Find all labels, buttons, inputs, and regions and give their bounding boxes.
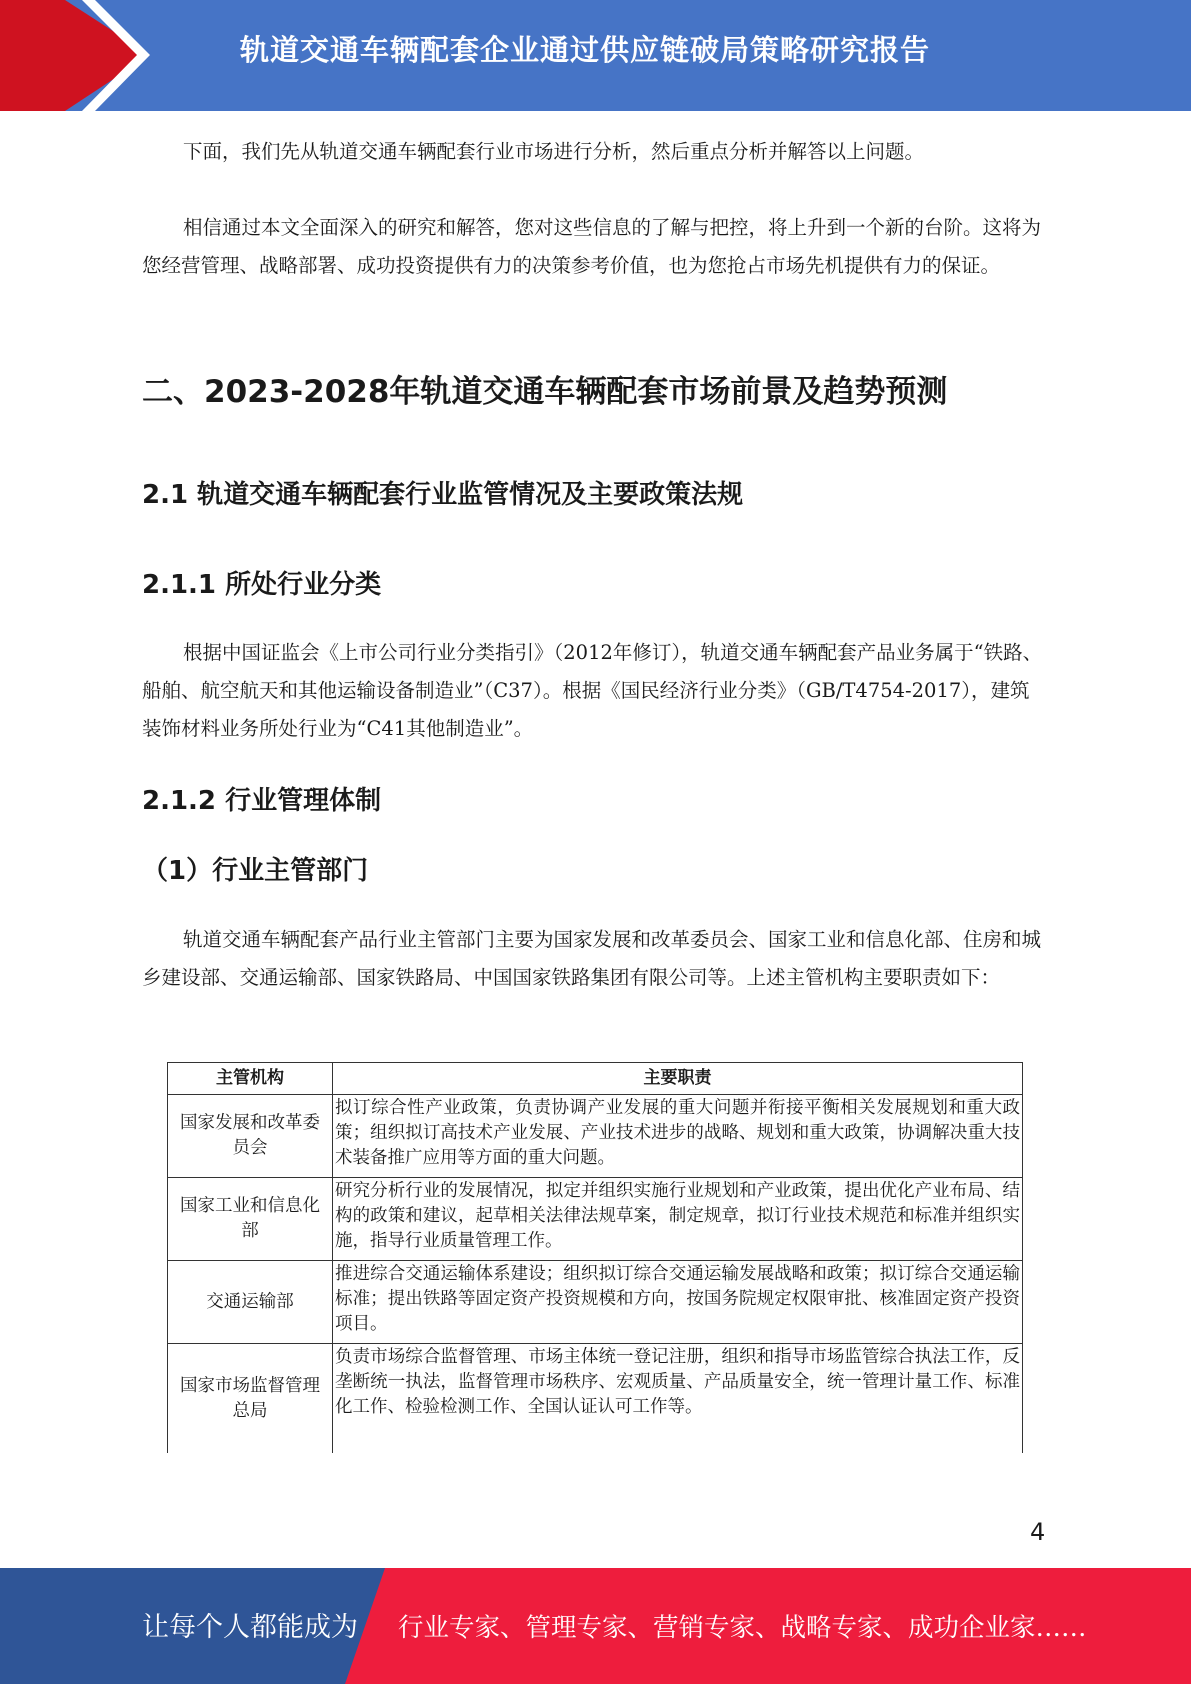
table-header-org: 主管机构 <box>168 1063 333 1095</box>
intro-paragraph-1: 下面，我们先从轨道交通车辆配套行业市场进行分析，然后重点分析并解答以上问题。 <box>183 140 925 163</box>
table-cell-org: 国家工业和信息化部 <box>168 1178 333 1261</box>
table-cell-duty: 研究分析行业的发展情况，拟定并组织实施行业规划和产业政策，提出优化产业布局、结构的政策和建议，起草相关法律法规草案，制定规章，拟订行业技术规范和标准并组织实施，指导行业质量管理工作。 <box>333 1178 1023 1261</box>
footer-slogan-right: 行业专家、管理专家、营销专家、战略专家、成功企业家…… <box>398 1613 1087 1643</box>
authorities-paragraph: 轨道交通车辆配套产品行业主管部门主要为国家发展和改革委员会、国家工业和信息化部、住房和城乡建设部、交通运输部、国家铁路局、中国国家铁路集团有限公司等。上述主管机构主要职责如下： <box>142 928 1042 989</box>
industry-classification-paragraph: 根据中国证监会《上市公司行业分类指引》（2012年修订），轨道交通车辆配套产品业务属于“铁路、船舶、航空航天和其他运输设备制造业”（C37）。根据《国民经济行业分类》（GB/T4754-2017），建筑装饰材料业务所处行业为“C41其他制造业”。 <box>142 641 1043 740</box>
section-heading: 二、2023-2028年轨道交通车辆配套市场前景及趋势预测 <box>142 374 948 410</box>
authority-duty-table <box>167 1062 1023 1453</box>
table-row <box>168 1178 1023 1261</box>
page-number: 4 <box>1030 1518 1046 1546</box>
table-row <box>168 1095 1023 1178</box>
table-header-duty: 主要职责 <box>333 1063 1023 1095</box>
table-cell-org: 国家发展和改革委员会 <box>168 1095 333 1178</box>
subsection-heading-authorities: （1）行业主管部门 <box>142 856 369 886</box>
page-footer <box>0 1568 1191 1684</box>
subsection-heading-2-1-2: 2.1.2 行业管理体制 <box>142 786 382 816</box>
report-title: 轨道交通车辆配套企业通过供应链破局策略研究报告 <box>240 33 931 67</box>
table-row <box>168 1261 1023 1344</box>
intro-paragraph-2: 相信通过本文全面深入的研究和解答，您对这些信息的了解与把控，将上升到一个新的台阶。这将为您经营管理、战略部署、成功投资提供有力的决策参考价值，也为您抢占市场先机提供有力的保证。 <box>142 216 1042 277</box>
table-cell-duty: 拟订综合性产业政策，负责协调产业发展的重大问题并衔接平衡相关发展规划和重大政策；组织拟订高技术产业发展、产业技术进步的战略、规划和重大政策，协调解决重大技术装备推广应用等方面的重大问题。 <box>333 1095 1023 1178</box>
table-cell-org: 国家市场监督管理总局 <box>168 1344 333 1454</box>
table-header-row <box>168 1063 1023 1095</box>
footer-slogan-left: 让每个人都能成为 <box>142 1612 358 1643</box>
subsection-heading-2-1-1: 2.1.1 所处行业分类 <box>142 570 382 600</box>
table-cell-org: 交通运输部 <box>168 1261 333 1344</box>
page-header <box>0 0 1191 111</box>
subsection-heading-2-1: 2.1 轨道交通车辆配套行业监管情况及主要政策法规 <box>142 480 744 510</box>
table-row <box>168 1344 1023 1454</box>
table-cell-duty: 负责市场综合监督管理、市场主体统一登记注册，组织和指导市场监管综合执法工作，反垄断统一执法，监督管理市场秩序、宏观质量、产品质量安全，统一管理计量工作、标准化工作、检验检测工作、全国认证认可工作等。 <box>333 1344 1023 1454</box>
table-cell-duty: 推进综合交通运输体系建设；组织拟订综合交通运输发展战略和政策；拟订综合交通运输标准；提出铁路等固定资产投资规模和方向，按国务院规定权限审批、核准固定资产投资项目。 <box>333 1261 1023 1344</box>
